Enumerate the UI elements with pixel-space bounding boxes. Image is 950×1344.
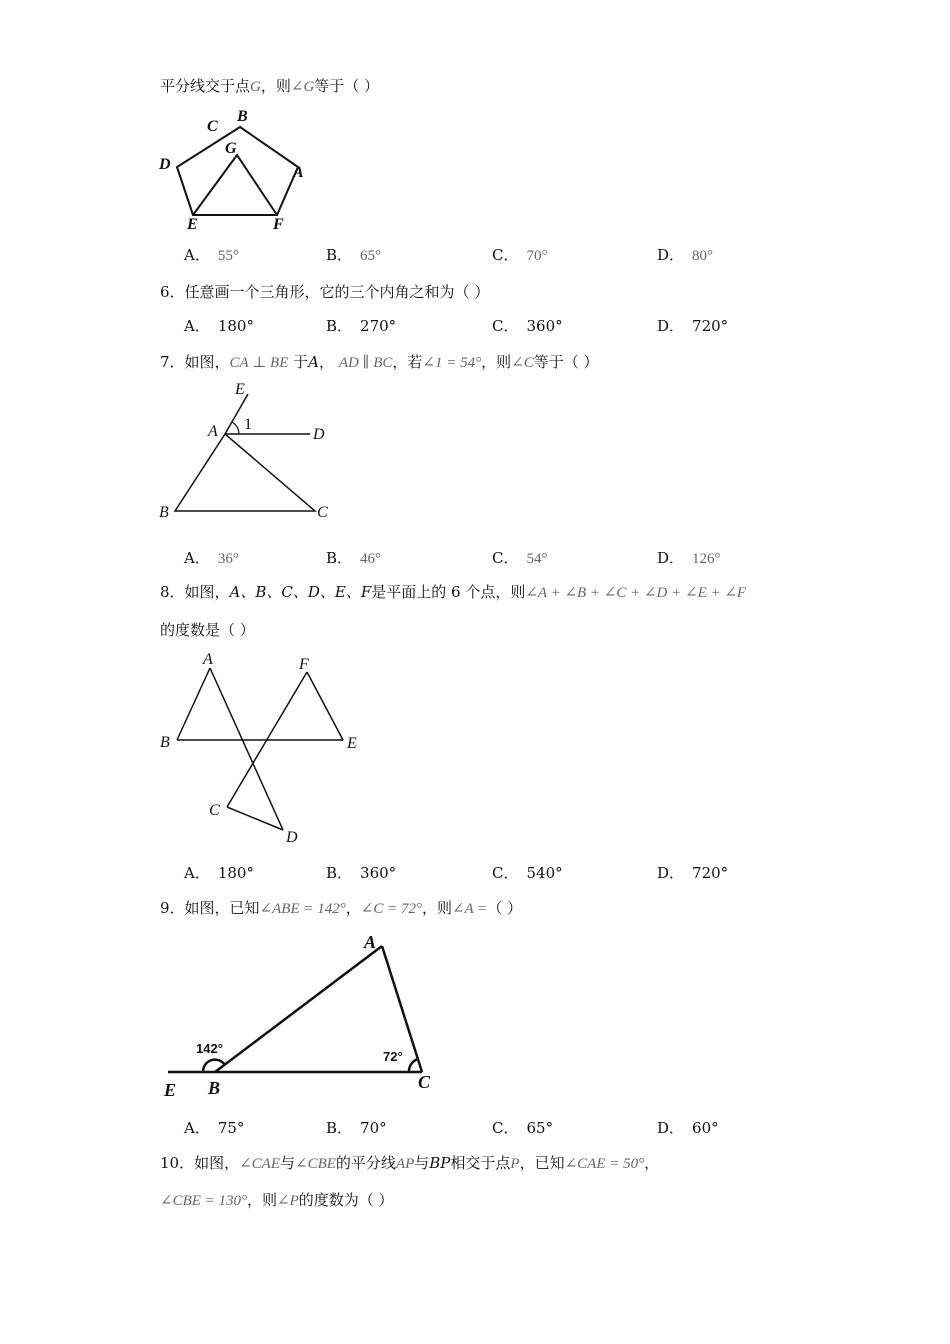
q7-stem: 7．如图，CA ⊥ BE 于A， AD ∥ BC，若∠1 = 54°，则∠C等于（ ） bbox=[160, 353, 599, 371]
label-e: E bbox=[235, 381, 245, 398]
q7-option-a[interactable]: A． 36° bbox=[184, 549, 239, 567]
label-c: C bbox=[209, 802, 220, 819]
label-c: C bbox=[207, 118, 218, 135]
label-b: B bbox=[159, 504, 169, 521]
line-ad bbox=[210, 668, 283, 830]
q7-option-b[interactable]: B． 46° bbox=[326, 549, 382, 567]
q9-triangle-figure bbox=[160, 928, 450, 1103]
q5-stem: 平分线交于点G，则∠G等于（ ） bbox=[160, 77, 380, 95]
q5-option-c[interactable]: C． 70° bbox=[492, 246, 548, 264]
label-angle-1: 1 bbox=[244, 416, 252, 433]
q6-option-b[interactable]: B． 270° bbox=[326, 317, 397, 335]
q8-option-a[interactable]: A． 180° bbox=[184, 864, 254, 882]
q9-option-a[interactable]: A． 75° bbox=[184, 1119, 245, 1137]
label-f: F bbox=[273, 216, 284, 233]
q9-option-d[interactable]: D． 60° bbox=[657, 1119, 719, 1137]
triangle-egf-edges bbox=[193, 155, 277, 215]
label-b: B bbox=[208, 1078, 221, 1098]
label-angle-72: 72° bbox=[383, 1049, 403, 1064]
label-e: E bbox=[164, 1080, 177, 1100]
q5-option-d[interactable]: D． 80° bbox=[657, 246, 714, 264]
label-f: F bbox=[299, 656, 309, 673]
q9-option-c[interactable]: C． 65° bbox=[492, 1119, 554, 1137]
q7-option-d[interactable]: D． 126° bbox=[657, 549, 721, 567]
q8-option-b[interactable]: B． 360° bbox=[326, 864, 397, 882]
q6-option-c[interactable]: C． 360° bbox=[492, 317, 563, 335]
q7-option-c[interactable]: C． 54° bbox=[492, 549, 548, 567]
q7-triangle-figure bbox=[155, 378, 345, 528]
line-ab bbox=[177, 668, 210, 740]
label-c: C bbox=[418, 1072, 431, 1092]
angle-c-arc bbox=[409, 1059, 418, 1072]
label-angle-142: 142° bbox=[196, 1041, 223, 1056]
label-d: D bbox=[159, 156, 171, 173]
label-b: B bbox=[237, 108, 248, 125]
q6-option-a[interactable]: A． 180° bbox=[184, 317, 254, 335]
line-ab bbox=[215, 946, 382, 1072]
label-d: D bbox=[286, 829, 298, 846]
q10-stem: 10．如图，∠CAE与∠CBE的平分线AP与BP相交于点P，已知∠CAE = 50°， bbox=[160, 1154, 660, 1172]
q8-option-c[interactable]: C． 540° bbox=[492, 864, 563, 882]
label-d: D bbox=[313, 426, 325, 443]
q8-two-triangles-figure bbox=[155, 650, 375, 850]
label-e: E bbox=[187, 216, 198, 233]
label-g: G bbox=[225, 140, 237, 157]
q5-option-a[interactable]: A． 55° bbox=[184, 246, 239, 264]
q5-option-b[interactable]: B． 65° bbox=[326, 246, 382, 264]
q8-stem-line2: 的度数是（ ） bbox=[160, 621, 255, 639]
q8-stem: 8．如图，A、B、C、D、E、F是平面上的 6 个点，则∠A + ∠B + ∠C + ∠D + ∠E + ∠F bbox=[160, 583, 747, 601]
label-a: A bbox=[203, 651, 213, 668]
q8-option-d[interactable]: D． 720° bbox=[657, 864, 729, 882]
q6-option-d[interactable]: D． 720° bbox=[657, 317, 729, 335]
label-c: C bbox=[317, 504, 328, 521]
q5-pentagon-figure bbox=[155, 105, 315, 235]
angle-1-arc bbox=[232, 422, 239, 434]
label-a: A bbox=[208, 423, 218, 440]
q9-option-b[interactable]: B． 70° bbox=[326, 1119, 387, 1137]
line-fe bbox=[307, 672, 343, 740]
pentagon-edges bbox=[177, 127, 298, 215]
q6-stem: 6．任意画一个三角形，它的三个内角之和为（ ） bbox=[160, 283, 490, 301]
q9-stem: 9．如图，已知∠ABE = 142°，∠C = 72°，则∠A =（ ） bbox=[160, 899, 523, 917]
label-a: A bbox=[364, 932, 377, 952]
q10-stem-line2: ∠CBE = 130°，则∠P的度数为（ ） bbox=[160, 1191, 394, 1209]
label-e: E bbox=[347, 735, 357, 752]
label-b: B bbox=[160, 734, 170, 751]
label-a: A bbox=[293, 164, 304, 181]
triangle-abc bbox=[175, 434, 315, 511]
